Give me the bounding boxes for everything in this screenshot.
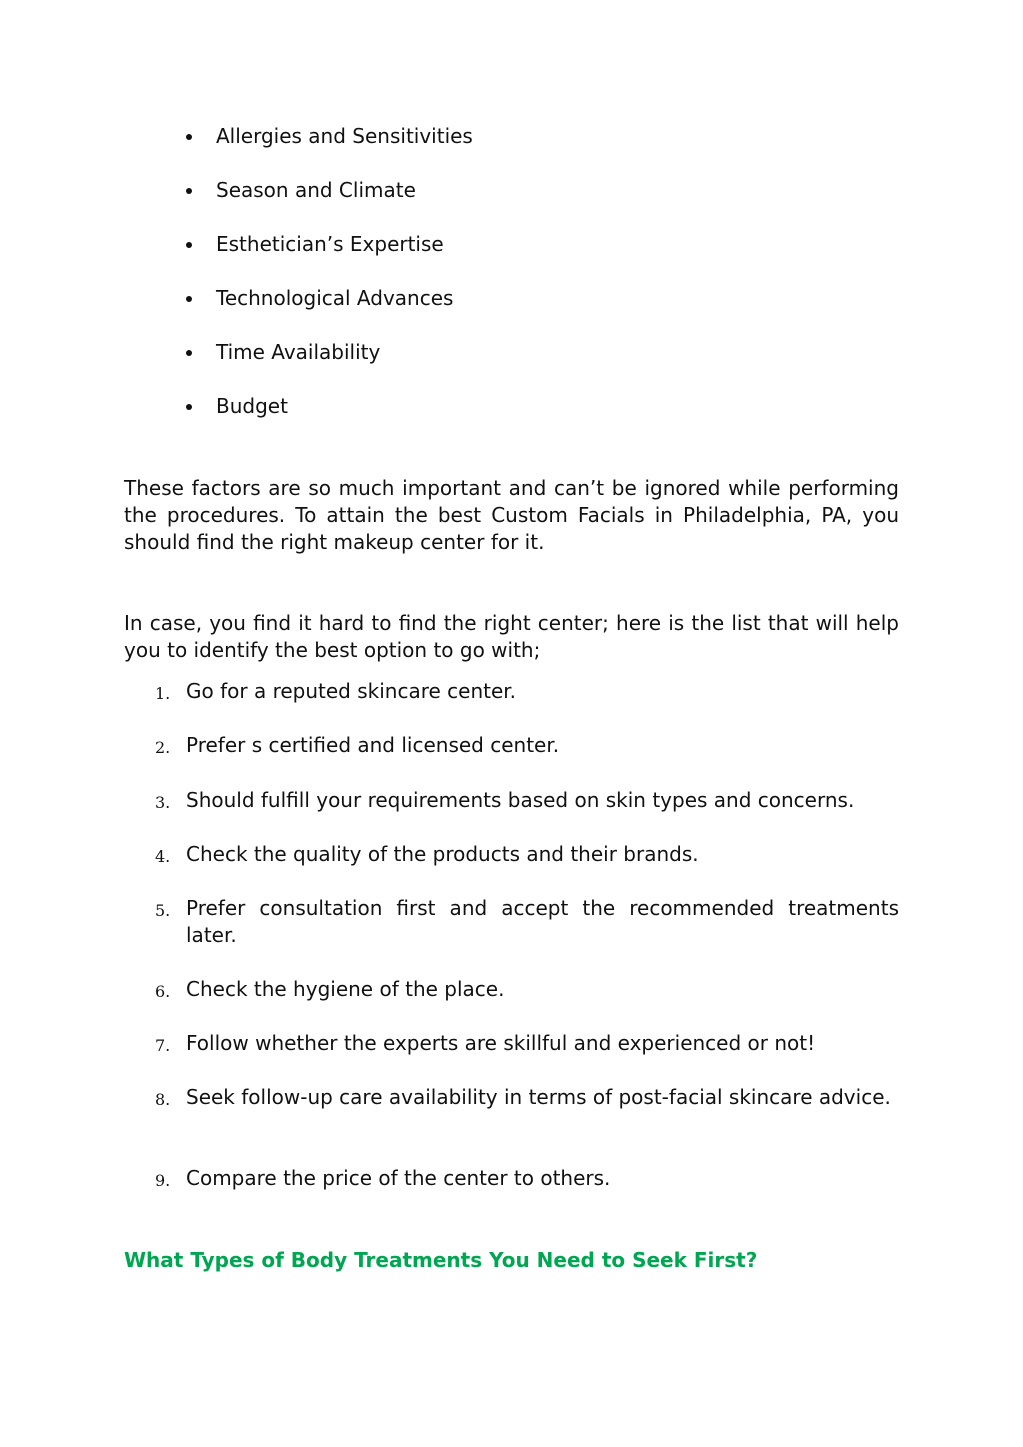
list-number: 8. [155,1090,171,1109]
list-number: 9. [155,1171,171,1190]
list-number: 1. [155,684,171,703]
list-item-text: Should fulfill your requirements based on skin types and concerns. [186,788,855,812]
bullet-text: Technological Advances [216,286,454,310]
bullet-item [0,123,700,150]
list-number: 4. [155,847,171,866]
paragraph-factors: These factors are so much important and can’t be ignored while performing the procedures. To attain the best Custom Facials in Philadelphia, PA, you should find the right makeup center for it. [124,476,899,554]
bullet-dot-icon [186,404,192,410]
list-number: 3. [155,793,171,812]
list-item-text: Compare the price of the center to others. [186,1166,611,1190]
bullet-item [0,177,700,204]
list-item-text: Prefer s certified and licensed center. [186,733,560,757]
list-item-text: Check the quality of the products and their brands. [186,842,699,866]
bullet-text: Time Availability [216,340,381,364]
list-number: 2. [155,738,171,757]
bullet-text: Season and Climate [216,178,416,202]
list-number: 7. [155,1036,171,1055]
bullet-dot-icon [186,188,192,194]
list-item-text: Prefer consultation first and accept the recommended treatments later. [186,896,899,947]
list-item-text: Seek follow-up care availability in terms of post-facial skincare advice. [186,1085,891,1109]
bullet-item [0,231,700,258]
list-item-text: Follow whether the experts are skillful and experienced or not! [186,1031,816,1055]
bullet-dot-icon [186,296,192,302]
bullet-text: Esthetician’s Expertise [216,232,444,256]
paragraph-intro-list: In case, you find it hard to find the right center; here is the list that will help you to identify the best option to go with; [124,611,899,662]
bullet-text: Allergies and Sensitivities [216,124,473,148]
section-heading: What Types of Body Treatments You Need to Seek First? [124,1248,758,1272]
list-item-text: Go for a reputed skincare center. [186,679,517,703]
bullet-dot-icon [186,134,192,140]
list-number: 5. [155,901,171,920]
bullet-dot-icon [186,242,192,248]
list-item-text: Check the hygiene of the place. [186,977,505,1001]
bullet-item [0,393,700,420]
list-number: 6. [155,982,171,1001]
bullet-item [0,285,700,312]
bullet-dot-icon [186,350,192,356]
bullet-item [0,339,700,366]
bullet-text: Budget [216,394,288,418]
